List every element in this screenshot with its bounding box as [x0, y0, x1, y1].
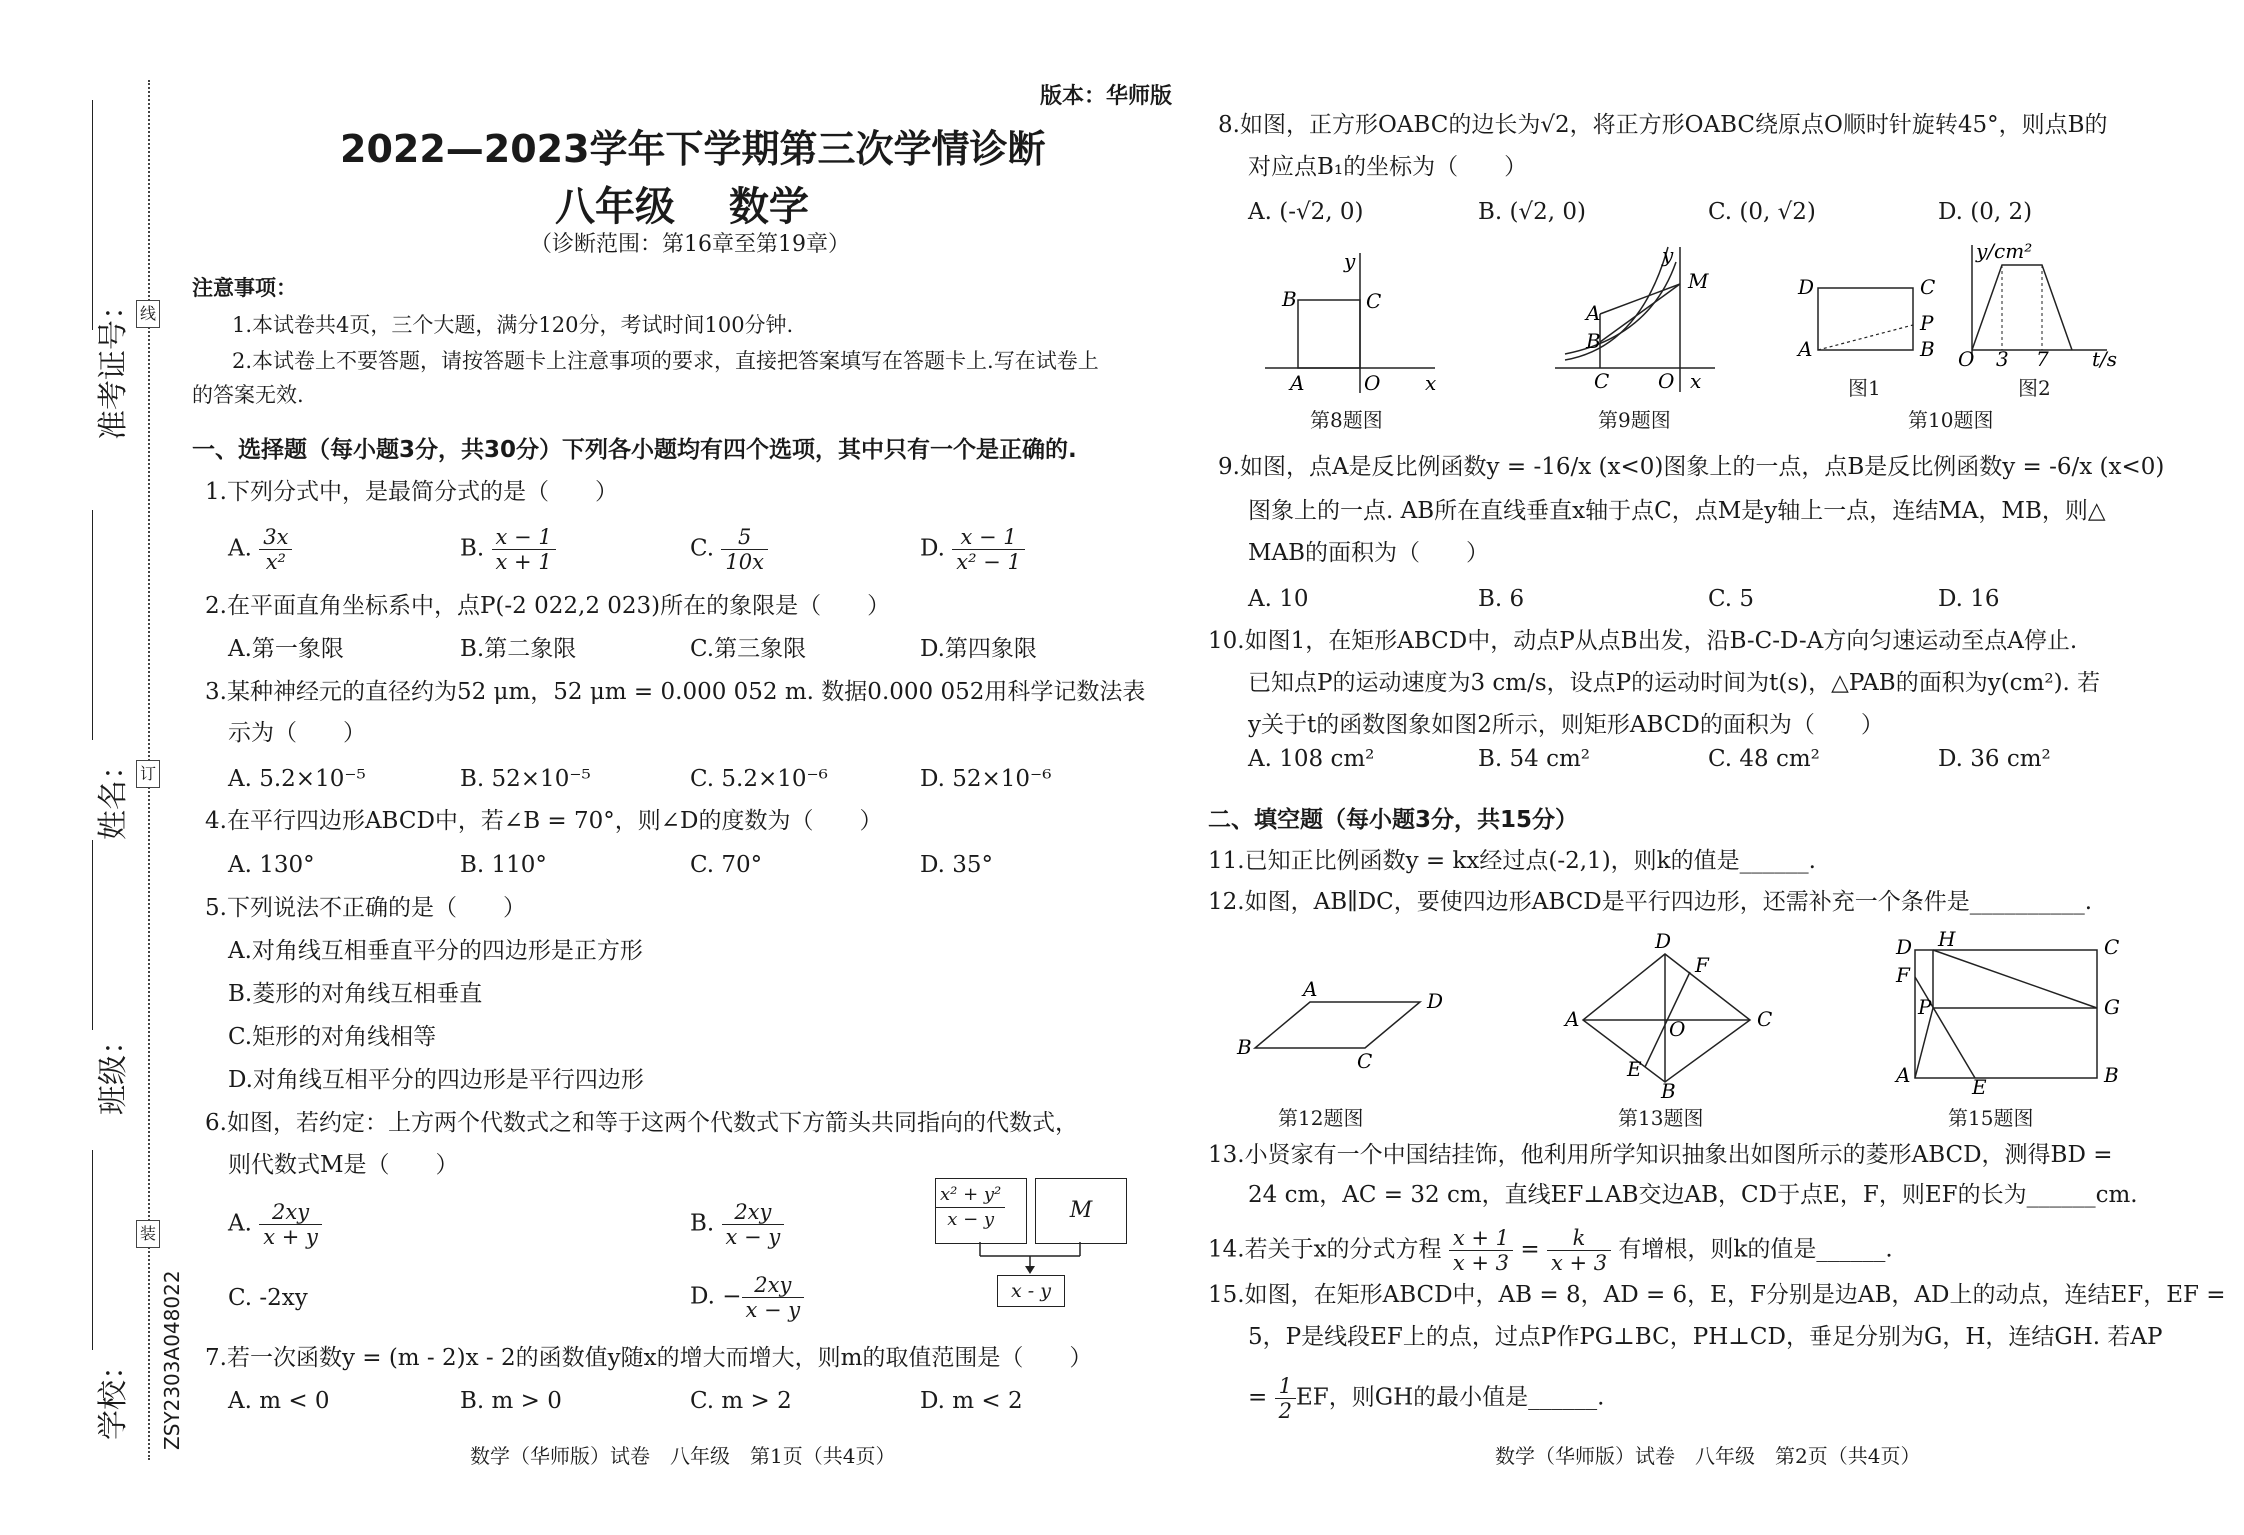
svg-text:C: C	[1757, 1007, 1773, 1031]
tag-ding: 订	[136, 760, 160, 788]
school-label: 学校：	[96, 1350, 131, 1440]
name-line	[92, 510, 93, 740]
q10-option-d: D. 36 cm²	[1938, 746, 2051, 772]
q4-stem: 4.在平行四边形ABCD中，若∠B = 70°，则∠D的度数为（ ）	[205, 808, 883, 834]
footer-page-2: 数学（华师版）试卷 八年级 第2页（共4页）	[1495, 1444, 1921, 1468]
svg-text:O: O	[1364, 371, 1381, 395]
tag-line: 线	[136, 300, 160, 328]
q2-option-a: A.第一象限	[228, 636, 344, 662]
svg-text:A: A	[1896, 1063, 1911, 1087]
q10-option-b: B. 54 cm²	[1478, 746, 1591, 772]
exam-id-line	[92, 100, 93, 330]
q6-option-b: B. $\frac{2xy}{x - y}$	[690, 1200, 784, 1249]
figure-q15	[1890, 927, 2120, 1099]
q10-option-c: C. 48 cm²	[1708, 746, 1820, 772]
q2-option-d: D.第四象限	[920, 636, 1037, 662]
school-line	[92, 1150, 93, 1350]
svg-text:O: O	[1958, 347, 1975, 371]
q5-option-d: D.对角线互相平分的四边形是平行四边形	[228, 1067, 644, 1093]
notice-title: 注意事项：	[192, 276, 297, 300]
svg-text:H: H	[1938, 927, 1956, 951]
q13-stem: 13.小贤家有一个中国结挂饰，他利用所学知识抽象出如图所示的菱形ABCD，测得BD =	[1208, 1142, 2113, 1168]
svg-text:P: P	[1920, 311, 1934, 335]
svg-text:B: B	[1586, 329, 1601, 353]
svg-text:B: B	[1237, 1035, 1252, 1059]
caption-fig-9: 第9题图	[1598, 408, 1671, 432]
q13-stem-cont: 24 cm，AC = 32 cm，直线EF⊥AB交边AB，CD于点E，F，则EF的长为______cm.	[1248, 1182, 2138, 1208]
svg-text:E: E	[1627, 1057, 1642, 1081]
class-label: 班级：	[96, 1025, 131, 1115]
svg-text:E: E	[1972, 1075, 1987, 1099]
svg-text:C: C	[1920, 275, 1936, 299]
q5-option-b: B.菱形的对角线互相垂直	[228, 981, 483, 1007]
q9-option-d: D. 16	[1938, 586, 2000, 612]
q7-stem: 7.若一次函数y = (m - 2)x - 2的函数值y随x的增大而增大，则m的取值范围是（ ）	[205, 1345, 1093, 1371]
svg-text:G: G	[2104, 995, 2120, 1019]
svg-text:A: A	[1565, 1007, 1580, 1031]
svg-text:P: P	[1918, 995, 1932, 1019]
q15-stem-cont-2: = $\frac{1}{2}$ EF，则GH的最小值是______.	[1248, 1374, 1605, 1423]
q6-stem: 6.如图，若约定：上方两个代数式之和等于这两个代数式下方箭头共同指向的代数式，	[205, 1110, 1078, 1136]
svg-text:y: y	[1662, 243, 1674, 267]
q6-option-c: C. -2xy	[228, 1285, 308, 1311]
q9-stem-cont-2: MAB的面积为（ ）	[1248, 540, 1490, 566]
q6-box-sum: $\frac{\text{x² + y²}}{x - y}$	[935, 1178, 1027, 1244]
svg-text:y: y	[1344, 249, 1356, 273]
q12-stem: 12.如图，AB∥DC，要使四边形ABCD是平行四边形，还需补充一个条件是__________.	[1208, 889, 2093, 915]
svg-text:A: A	[1303, 977, 1318, 1001]
figure-q13	[1565, 929, 1785, 1103]
caption-fig-2: 图2	[2018, 376, 2051, 400]
svg-text:A: A	[1798, 337, 1813, 361]
q8-option-b: B. (√2, 0)	[1478, 199, 1587, 225]
svg-text:D: D	[1798, 275, 1815, 299]
svg-text:O: O	[1658, 369, 1675, 393]
q6-arrows	[935, 1242, 1125, 1276]
q1-option-a: A. $\frac{3x}{\text{x²}}$	[228, 525, 292, 574]
q2-option-b: B.第二象限	[460, 636, 577, 662]
q3-option-a: A. 5.2×10⁻⁵	[228, 766, 366, 792]
caption-fig-15: 第15题图	[1948, 1106, 2034, 1130]
q7-option-a: A. m < 0	[228, 1388, 330, 1414]
q3-option-b: B. 52×10⁻⁵	[460, 766, 591, 792]
q3-option-c: C. 5.2×10⁻⁶	[690, 766, 828, 792]
figure-q10-graph	[1952, 240, 2122, 370]
q5-option-c: C.矩形的对角线相等	[228, 1024, 437, 1050]
class-line	[92, 840, 93, 1030]
q2-option-c: C.第三象限	[690, 636, 807, 662]
q15-stem-cont: 5，P是线段EF上的点，过点P作PG⊥BC，PH⊥CD，垂足分别为G，H，连结GH. 若AP	[1248, 1324, 2163, 1350]
svg-text:O: O	[1669, 1017, 1686, 1041]
svg-text:t/s: t/s	[2092, 347, 2118, 371]
svg-text:C: C	[2104, 935, 2120, 959]
q6-option-d: D. − $\frac{2xy}{x - y}$	[690, 1273, 804, 1322]
caption-fig-10: 第10题图	[1908, 408, 1994, 432]
q4-option-c: C. 70°	[690, 852, 763, 878]
q9-stem: 9.如图，点A是反比例函数y = -16/x (x<0)图象上的一点，点B是反比例函数y = -6/x (x<0)	[1218, 454, 2165, 480]
svg-text:F: F	[1896, 963, 1910, 987]
caption-fig-8: 第8题图	[1310, 408, 1383, 432]
tag-zhuang: 装	[136, 1220, 160, 1248]
notice-item-1: 1.本试卷共4页，三个大题，满分120分，考试时间100分钟.	[232, 313, 794, 337]
exam-id-label: 准考证号：	[96, 290, 131, 440]
svg-text:D: D	[1655, 929, 1672, 953]
notice-item-2-cont: 的答案无效.	[192, 383, 304, 407]
svg-text:M: M	[1688, 269, 1709, 293]
q1-option-c: C. $\frac{5}{10x}$	[690, 525, 768, 574]
q1-option-d: D. $\frac{x - 1}{\text{x² − 1}}$	[920, 525, 1025, 574]
caption-fig-12: 第12题图	[1278, 1106, 1364, 1130]
q10-stem-cont-2: y关于t的函数图象如图2所示，则矩形ABCD的面积为（ ）	[1248, 712, 1884, 738]
figure-q8	[1260, 248, 1440, 398]
svg-text:B: B	[1661, 1079, 1676, 1103]
caption-fig-13: 第13题图	[1618, 1106, 1704, 1130]
caption-fig-1: 图1	[1848, 376, 1881, 400]
notice-item-2: 2.本试卷上不要答题，请按答题卡上注意事项的要求，直接把答案填写在答题卡上.写在试卷上	[232, 349, 1099, 373]
exam-title: 2022—2023学年下学期第三次学情诊断	[340, 127, 1046, 171]
q8-stem: 8.如图，正方形OABC的边长为√2，将正方形OABC绕原点O顺时针旋转45°，则点B的	[1218, 112, 2108, 138]
q3-stem: 3.某种神经元的直径约为52 μm，52 μm = 0.000 052 m. 数据0.000 052用科学记数法表	[205, 679, 1146, 705]
q11-stem: 11.已知正比例函数y = kx经过点(-2,1)，则k的值是______.	[1208, 848, 1816, 874]
q8-option-c: C. (0, √2)	[1708, 199, 1816, 225]
svg-text:A: A	[1290, 371, 1305, 395]
svg-text:C: C	[1357, 1049, 1373, 1073]
q7-option-c: C. m > 2	[690, 1388, 792, 1414]
svg-text:B: B	[1920, 337, 1935, 361]
q1-stem: 1.下列分式中，是最简分式的是（ ）	[205, 479, 618, 505]
q7-option-b: B. m > 0	[460, 1388, 562, 1414]
q4-option-d: D. 35°	[920, 852, 994, 878]
figure-q10-rect	[1790, 270, 1940, 370]
q10-option-a: A. 108 cm²	[1248, 746, 1375, 772]
svg-text:F: F	[1695, 953, 1709, 977]
q3-stem-cont: 示为（ ）	[228, 720, 366, 746]
q1-option-b: B. $\frac{x - 1}{x + 1}$	[460, 525, 556, 574]
q6-box-m: M	[1035, 1178, 1127, 1244]
exam-scope: （诊断范围：第16章至第19章）	[530, 232, 850, 257]
q6-box-xy: x - y	[997, 1275, 1065, 1307]
svg-text:y/cm²: y/cm²	[1976, 239, 2033, 263]
svg-text:D: D	[1896, 935, 1913, 959]
svg-text:A: A	[1586, 301, 1601, 325]
svg-text:C: C	[1366, 289, 1382, 313]
q5-option-a: A.对角线互相垂直平分的四边形是正方形	[228, 938, 643, 964]
svg-text:7: 7	[2036, 347, 2049, 371]
svg-text:x: x	[1690, 369, 1702, 393]
q3-option-d: D. 52×10⁻⁶	[920, 766, 1052, 792]
q9-option-a: A. 10	[1248, 586, 1309, 612]
version-label: 版本：华师版	[1040, 84, 1173, 109]
figure-q9	[1550, 242, 1720, 398]
q15-stem: 15.如图，在矩形ABCD中，AB = 8，AD = 6，E，F分别是边AB，AD上的动点，连结EF，EF =	[1208, 1282, 2226, 1308]
q2-stem: 2.在平面直角坐标系中，点P(-2 022,2 023)所在的象限是（ ）	[205, 593, 891, 619]
q9-option-c: C. 5	[1708, 586, 1755, 612]
svg-text:B: B	[1282, 287, 1297, 311]
q5-stem: 5.下列说法不正确的是（ ）	[205, 895, 526, 921]
q6-stem-cont: 则代数式M是（ ）	[228, 1152, 459, 1178]
q10-stem-cont: 已知点P的运动速度为3 cm/s，设点P的运动时间为t(s)，△PAB的面积为y(cm²). 若	[1248, 670, 2101, 696]
svg-text:x: x	[1425, 371, 1437, 395]
svg-text:B: B	[2104, 1063, 2119, 1087]
footer-page-1: 数学（华师版）试卷 八年级 第1页（共4页）	[470, 1444, 896, 1468]
q8-option-a: A. (-√2, 0)	[1248, 199, 1364, 225]
figure-q12	[1235, 977, 1455, 1073]
q6-option-a: A. $\frac{2xy}{x + y}$	[228, 1200, 322, 1249]
q8-stem-cont: 对应点B₁的坐标为（ ）	[1248, 154, 1528, 180]
q4-option-a: A. 130°	[228, 852, 315, 878]
q4-option-b: B. 110°	[460, 852, 547, 878]
q9-option-b: B. 6	[1478, 586, 1525, 612]
svg-text:3: 3	[1996, 347, 2009, 371]
section-2-heading: 二、填空题（每小题3分，共15分）	[1208, 807, 1579, 833]
q8-option-d: D. (0, 2)	[1938, 199, 2033, 225]
svg-text:C: C	[1594, 369, 1610, 393]
paper-code: ZSY2303A048022	[160, 1270, 184, 1450]
q10-stem: 10.如图1，在矩形ABCD中，动点P从点B出发，沿B-C-D-A方向匀速运动至点A停止.	[1208, 628, 2078, 654]
q7-option-d: D. m < 2	[920, 1388, 1023, 1414]
svg-text:D: D	[1427, 989, 1444, 1013]
name-label: 姓名：	[96, 750, 131, 840]
exam-subtitle: 八年级 数学	[555, 184, 809, 230]
section-1-heading: 一、选择题（每小题3分，共30分）下列各小题均有四个选项，其中只有一个是正确的.	[192, 437, 1077, 463]
q9-stem-cont: 图象上的一点. AB所在直线垂直x轴于点C，点M是y轴上一点，连结MA，MB，则△	[1248, 498, 2106, 524]
q14-stem: 14.若关于x的分式方程 $\frac{x + 1}{x + 3}$ = $\frac{k}{x + 3}$ 有增根，则k的值是______.	[1208, 1226, 1893, 1275]
